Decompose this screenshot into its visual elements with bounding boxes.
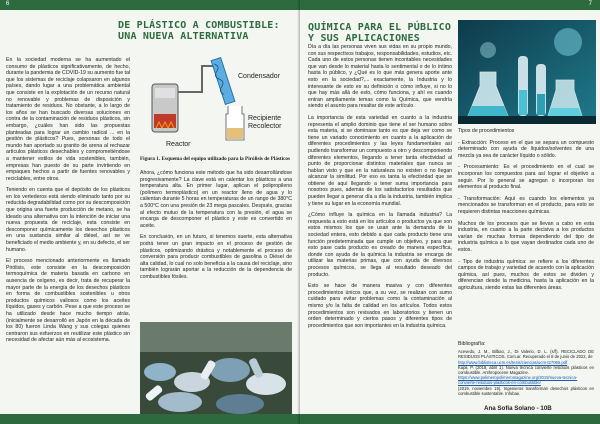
- article-title-line: QUÍMICA PARA EL PÚBLICO: [308, 22, 452, 33]
- right-text-column: [140, 170, 292, 286]
- paragraph: Esto se hace de manera masiva y con diferentes procedimientos únicos que, a su vez, se realizan con sumo cuidado para evitar problemas como la contaminación al mismo y/o la falta de calidad en los artículos. Todos estos procedimientos son revisados en laboratorios y tienen un orden determinado y ciertos pasos y diferentes tipos de procedimientos que son importantes en la industria química.: [308, 283, 452, 329]
- bibliography: [458, 342, 594, 396]
- procedure-item: - Transformación: Aquí es cuando los elementos ya mencionados se transforman en el producto, para esto se requieren distintas reacciones químicas.: [458, 195, 594, 215]
- bibliography-link[interactable]: http://www.biblioteca.ucm.es/tesis/ciencias/ucm-t27065.pdf: [458, 359, 568, 365]
- page-number: 7: [588, 1, 592, 7]
- bibliography-entry: Acevedo, J. M., Bilbao, J., Di Valerio, D. L. (s/f). RECICLADO DE RESIDUOS PLÁSTICOS. Com.ar. Recuperado el 8 de junio de 2022, de: [458, 349, 594, 360]
- receiver-label: Recolector: [248, 123, 282, 130]
- laboratory-image: [458, 20, 596, 124]
- bottom-band: [300, 414, 600, 424]
- receiver-label: Recipiente: [248, 115, 282, 122]
- procedure-item: - Tipo de industria química: se refiere a los diferentes campos de trabajo y variedad de acuerdo con la aplicación química, así pues, muchos de estos se dividen y diferencian desde la medicina, hasta la aplicación en la agricultura, siendo estas las diferentes áreas.: [458, 258, 594, 291]
- laboratory-photo: [458, 20, 596, 124]
- article-title: [118, 20, 280, 42]
- article-title-line: DE PLÁSTICO A COMBUSTIBLE:: [118, 20, 280, 31]
- page-number: 6: [6, 1, 10, 7]
- condenser-label: Condensador: [238, 73, 281, 80]
- bibliography-entry: (2019, noviembre 19). Ingenieros transforman desechos plásticos en combustible sustentable. Infobae.: [458, 385, 594, 396]
- section-heading: Tipos de procedimientos: [458, 128, 515, 134]
- left-text-column: [308, 44, 452, 334]
- plastic-waste-photo: [140, 322, 292, 414]
- bibliography-entry: Kapil, P. (2018, abril 1). Nueva técnica convierte residuos plásticos en combustible. Anthropocene Magazine.: [458, 364, 594, 376]
- bibliography-link[interactable]: https://www.polimeropolimeromagazine.org/2019/nueva-tecnica-convierte-residuos-plasticos-en-combustible/: [458, 375, 578, 386]
- plastic-waste-image: [140, 322, 292, 414]
- article-title: [308, 22, 451, 44]
- paragraph: Teniendo en cuenta que el depósito de los plásticos en los vertederos está siendo eliminado tanto por su reducida degradabilidad como por su descomposición que origina una fuerte producción de metano, se ha ideado una alternativa con la intención de iniciar una nueva propuesta de reciclaje, esta consiste en descomponer químicamente los desechos plásticos en una sustancia similar al diésel, así se ve beneficiado el medio ambiente y, en su defecto, el ser humano.: [6, 187, 130, 253]
- paragraph: Día a día las personas viven sus vidas en su propio mundo, con sus respectivos trabajos, responsabilidades, estudios, etc. Cada uno de estos personas tienen incontables necesidades que van desde lo material hasta lo sentimental o de lo íntimo hasta lo público, y ¿Qué es lo que más genera aporte ante esto en la sociedad?,... exactamente, la Industria y lo interesante de esto es su definición o cómo influye, si no lo que hay más allá de esto, cómo funciona, y ahí es cuando entran ampliamente temas como la Química, que vendría siendo el asunto para resaltar de este artículo.: [308, 44, 452, 110]
- paragraph: La importancia de esta variedad en cuanto a la industria representa el amplio dominio que tiene el ser humano sobre esta materia, si se dominase tanto es que deja ver como se tiene un variado conocimiento en cuanto a la aplicación de diferentes procedimientos y las leyes fundamentales así pudiendo transformar un compuesto a otro y descomponiendo diferentes elementos, llegando a tener tanta efectividad al punto de proporcionar distintos materiales que nunca se habían visto y que en la naturaleza no existen o no llegan alcanzar la similitud. Por eso es tanta la efectividad que se obtiene de aquí llegando a tener suma importancia para nosotros pues, además de los satisfactorios resultados que pueden llegar a generar día a día la industria, también implica y tiene su lugar en la economía mundial.: [308, 114, 452, 207]
- pyrolysis-diagram: [140, 48, 290, 150]
- paragraph: En la sociedad moderna se ha aumentado el consumo de plásticos significativamente, de hecho, durante la pandemia de COVID-19 su aumento fue tal que los sistemas de reciclaje colapsaron en algunos países, dando lugar a una problemática ambiental que consiste en la explotación de un recurso natural no renovable y problemas de disposición y tratamiento de residuos. No obstante, a lo largo de los años se han buscado diversas soluciones en contra de la contaminación de residuos plásticos, sin embargo, ¿cuáles han sido las propuestas planteadas para lograr un cambio radical ... en la gestión de plásticos? Pues, personas de todo el mundo han aportado su granito de arena al rechazar artículos plásticos desechables y comprometiéndose a mantener estilos de vida sostenibles, también, empresas han puesto de su parte invirtiendo en empaques hechos a partir de fuentes renovables y reciclables, entre otros.: [6, 57, 130, 182]
- paragraph: En conclusión, en un futuro, si tenemos suerte, esta alternativa podrá tener un gran impacto en el proceso de gestión de plásticos, optimizando drástica y notablemente el proceso de conversión para producir combustibles de gasolina o Diésel de alta calidad, lo cual no solo beneficia a la causa del reciclaje, sino también lograrán aportar a la reducción de la dependencia de combustibles fósiles.: [140, 234, 292, 280]
- bottom-band: [0, 414, 300, 424]
- author-credit: Ana Sofía Solano - 10B: [484, 405, 552, 412]
- right-text-column: [458, 128, 594, 296]
- article-title-line: UNA NUEVA ALTERNATIVA: [118, 31, 249, 42]
- figure-caption: Figura 1. Esquema del equipo utilizado para la Pirólisis de Plásticos: [140, 156, 291, 162]
- top-band: [0, 0, 300, 10]
- procedure-item: Muchos de los procesos que se llevan a cabo en esta industria, en cuanto a la parte decisiva a los productos varían de muchas formas dependiendo del tipo de industria química a lo que vayan destinados cada uno de estos.: [458, 220, 594, 253]
- procedure-item: - Procesamiento: Es el procedimiento en el cual se incorporan los compuestos para así lograr el objetivo a seguir. Por lo general se agregan o incorporan los elementos al producto final.: [458, 164, 594, 191]
- top-band: [300, 0, 600, 10]
- right-page: [300, 0, 600, 424]
- paragraph: El proceso mencionado anteriormente es llamado Pirólisis, este consiste en la descomposición termoquímica de materia basada en carbono en ausencia de oxígeno, es decir, trata de recuperar la mayor parte de la energía de los desechos plásticos en forma de combustibles sostenibles u otros productos químicos valiosos como los aceites líquidos, gases y carbón. Pese a que este proceso se ha utilizado desde hace mucho tiempo atrás, (inicialmente se desarrolló en Japón en la década de los 80) fueron Linda Wang y sus colegas quienes centraron sus esfuerzos en reutilizar este plástico sin necesidad de afectar aún más al ecosistema.: [6, 258, 130, 344]
- paragraph: Ahora, ¿cómo funciona este método que ha sido desarrollándose progresivamente? La clave está en calentar los plásticos a una temperatura alta. En primer lugar, aplican el polipropileno (polímero termoplástico) en un reactor lleno de agua y lo calientan durante 5 horas en temperaturas de un rango de 380°C a 500°C con una presión de 23 mega pascales. Después, gracias al efecto mutuo de la temperatura con la presión, el agua se encarga de descomponer el plástico y este es convertido en aceite.: [140, 170, 292, 229]
- paragraph: ¿Cómo influye la química en la llamada industria? La respuesta a esto está en los artículos o productos ya que son estos mismos los que se usan ante la demanda de la sociedad entera, esto debido a que cada producto tiene una función predeterminada que cumple un objetivo, y para que esto pase cada producto es creado de manera específica, donde con ayuda de la química la industria se encarga de utilizar las materias primas, que con ayuda de diversos procesos químicos, se llega al resultado deseado del producto.: [308, 212, 452, 278]
- reactor-label: Reactor: [166, 141, 191, 148]
- article-title-line: Y SUS APLICACIONES: [308, 33, 420, 44]
- procedure-item: - Extracción: Proceso en el que se separa un compuesto determinado con ayuda de líquidos/solventes de una mezcla ya sea de carácter líquido o sólido.: [458, 139, 594, 159]
- bibliography-heading: Bibliografía:: [458, 341, 486, 347]
- left-text-column: [6, 57, 130, 349]
